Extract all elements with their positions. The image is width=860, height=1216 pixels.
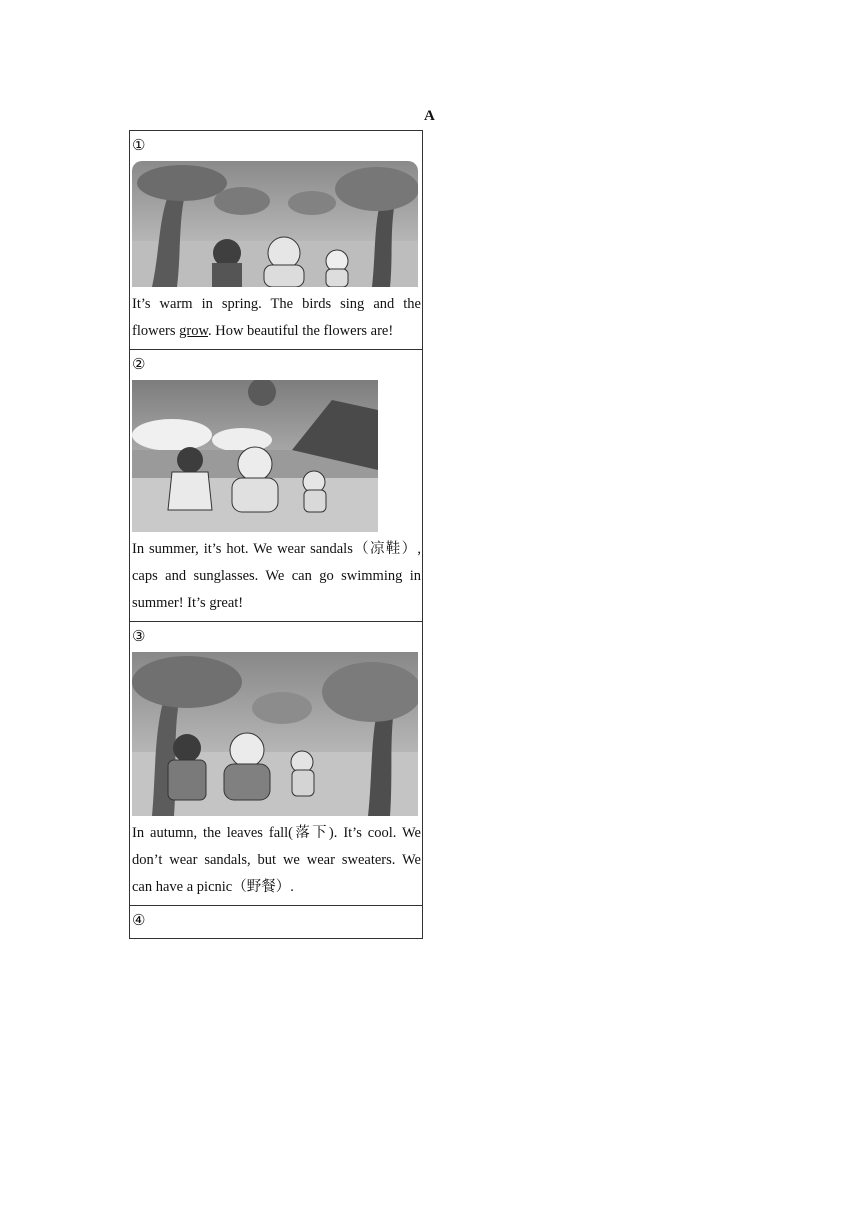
panel-text-1-part-b: . How beautiful the flowers are! (207, 323, 394, 339)
panel-text-1-part-a: It’s warm in spring. The birds sing and the flowers (132, 296, 421, 339)
section-heading: A (424, 108, 435, 124)
underlined-word: grow (179, 323, 208, 339)
panel-text-2: In summer, it’s hot. We wear sandals（凉鞋）, caps and sunglasses. We can go swimming in summer! It’s great! (132, 541, 421, 611)
panel-row-4 (130, 906, 423, 939)
panel-text-3: In autumn, the leaves fall(落下). It’s cool. We don’t wear sandals, but we wear sweaters. We can have a picnic（野餐）. (132, 825, 421, 895)
panel-number-1: ① (132, 138, 146, 154)
panel-cell-2 (130, 350, 423, 622)
summer-illustration (132, 380, 378, 532)
panel-cell-1 (130, 131, 423, 350)
panel-number-3: ③ (132, 629, 146, 645)
panel-text-1 (132, 291, 422, 345)
story-table (129, 130, 423, 939)
panel-row-1 (130, 131, 423, 350)
spring-illustration (132, 161, 418, 287)
autumn-illustration (132, 652, 418, 816)
panel-cell-4 (130, 906, 423, 939)
panel-row-3 (130, 622, 423, 906)
panel-number-2: ② (132, 357, 146, 373)
panel-number-4: ④ (132, 913, 146, 929)
panel-row-2 (130, 350, 423, 622)
panel-cell-3 (130, 622, 423, 906)
